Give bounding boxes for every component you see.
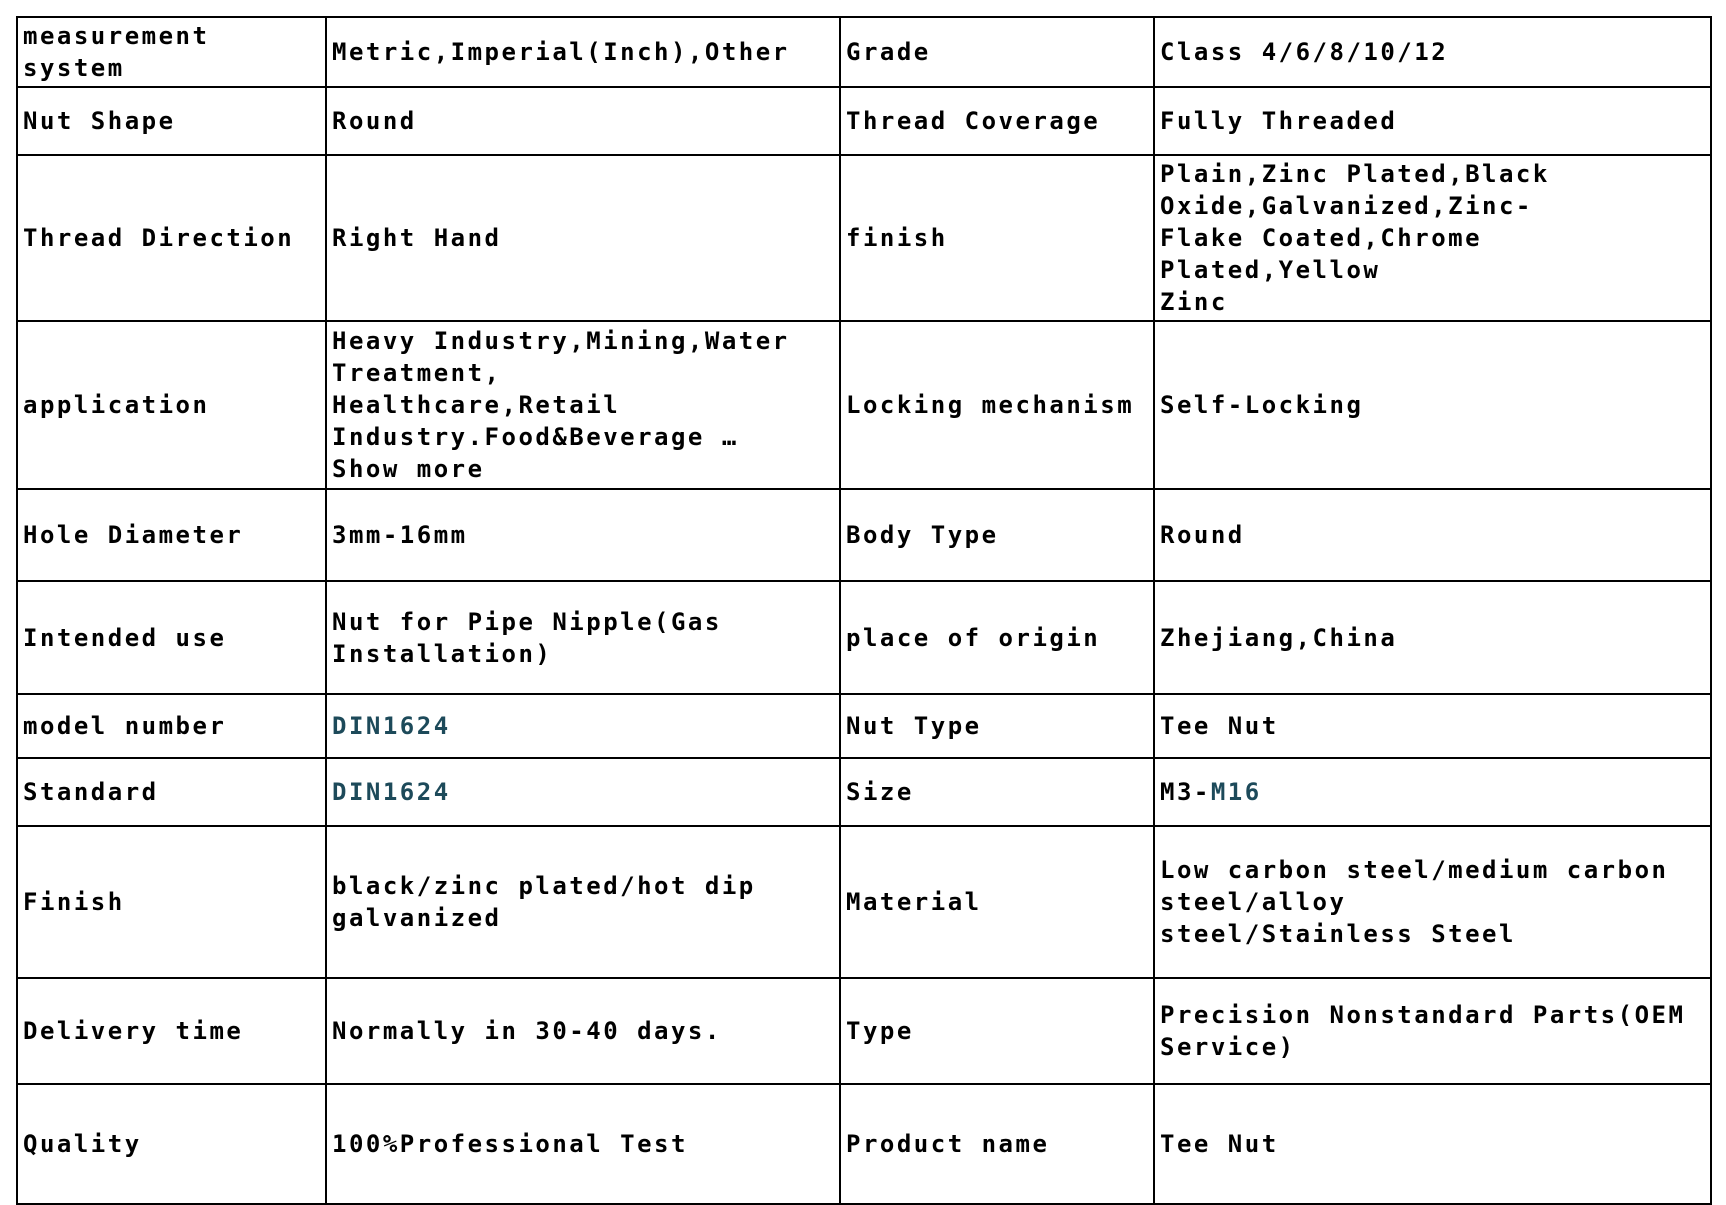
standard-link[interactable]: DIN1624 (326, 758, 840, 826)
spec-value: black/zinc plated/hot dip galvanized (326, 826, 840, 978)
spec-value: Precision Nonstandard Parts(OEM Service) (1154, 978, 1711, 1084)
spec-label: Type (840, 978, 1154, 1084)
spec-value: Low carbon steel/medium carbon steel/alloy steel/Stainless Steel (1154, 826, 1711, 978)
model-number-link[interactable]: DIN1624 (326, 694, 840, 758)
table-row (17, 17, 1711, 87)
table-row (17, 87, 1711, 155)
spec-value: Nut for Pipe Nipple(Gas Installation) (326, 581, 840, 694)
spec-value: Plain,Zinc Plated,Black Oxide,Galvanized,Zinc- Flake Coated,Chrome Plated,Yellow Zinc (1154, 155, 1711, 321)
spec-value: Normally in 30-40 days. (326, 978, 840, 1084)
spec-label: model number (17, 694, 326, 758)
spec-label: Material (840, 826, 1154, 978)
spec-value: Round (1154, 489, 1711, 581)
size-link[interactable]: M16 (1210, 778, 1262, 806)
spec-label: place of origin (840, 581, 1154, 694)
spec-label: Quality (17, 1084, 326, 1204)
spec-label: Thread Direction (17, 155, 326, 321)
spec-label: application (17, 321, 326, 489)
spec-value: Tee Nut (1154, 1084, 1711, 1204)
spec-value: Class 4/6/8/10/12 (1154, 17, 1711, 87)
spec-label: Delivery time (17, 978, 326, 1084)
spec-value: 3mm-16mm (326, 489, 840, 581)
table-row (17, 758, 1711, 826)
product-spec-table (16, 16, 1712, 1205)
spec-value: Tee Nut (1154, 694, 1711, 758)
table-row (17, 978, 1711, 1084)
spec-label: Hole Diameter (17, 489, 326, 581)
spec-value: Metric,Imperial(Inch),Other (326, 17, 840, 87)
spec-label: Finish (17, 826, 326, 978)
spec-label: Grade (840, 17, 1154, 87)
spec-label: finish (840, 155, 1154, 321)
spec-label: Locking mechanism (840, 321, 1154, 489)
spec-value: Round (326, 87, 840, 155)
size-text: M3- (1160, 778, 1211, 806)
spec-value[interactable]: Heavy Industry,Mining,Water Treatment, Healthcare,Retail Industry.Food&Beverage … Show more (326, 321, 840, 489)
spec-value: Zhejiang,China (1154, 581, 1711, 694)
spec-label: Intended use (17, 581, 326, 694)
table-row (17, 155, 1711, 321)
spec-value: Fully Threaded (1154, 87, 1711, 155)
spec-value: 100%Professional Test (326, 1084, 840, 1204)
spec-label: measurement system (17, 17, 326, 87)
spec-label: Product name (840, 1084, 1154, 1204)
table-row (17, 694, 1711, 758)
table-row (17, 489, 1711, 581)
spec-label: Size (840, 758, 1154, 826)
spec-label: Nut Shape (17, 87, 326, 155)
table-row (17, 1084, 1711, 1204)
spec-label: Body Type (840, 489, 1154, 581)
table-row (17, 826, 1711, 978)
table-row (17, 321, 1711, 489)
spec-label: Standard (17, 758, 326, 826)
spec-value (1154, 758, 1711, 826)
table-row (17, 581, 1711, 694)
spec-value: Right Hand (326, 155, 840, 321)
spec-value: Self-Locking (1154, 321, 1711, 489)
spec-label: Thread Coverage (840, 87, 1154, 155)
spec-label: Nut Type (840, 694, 1154, 758)
